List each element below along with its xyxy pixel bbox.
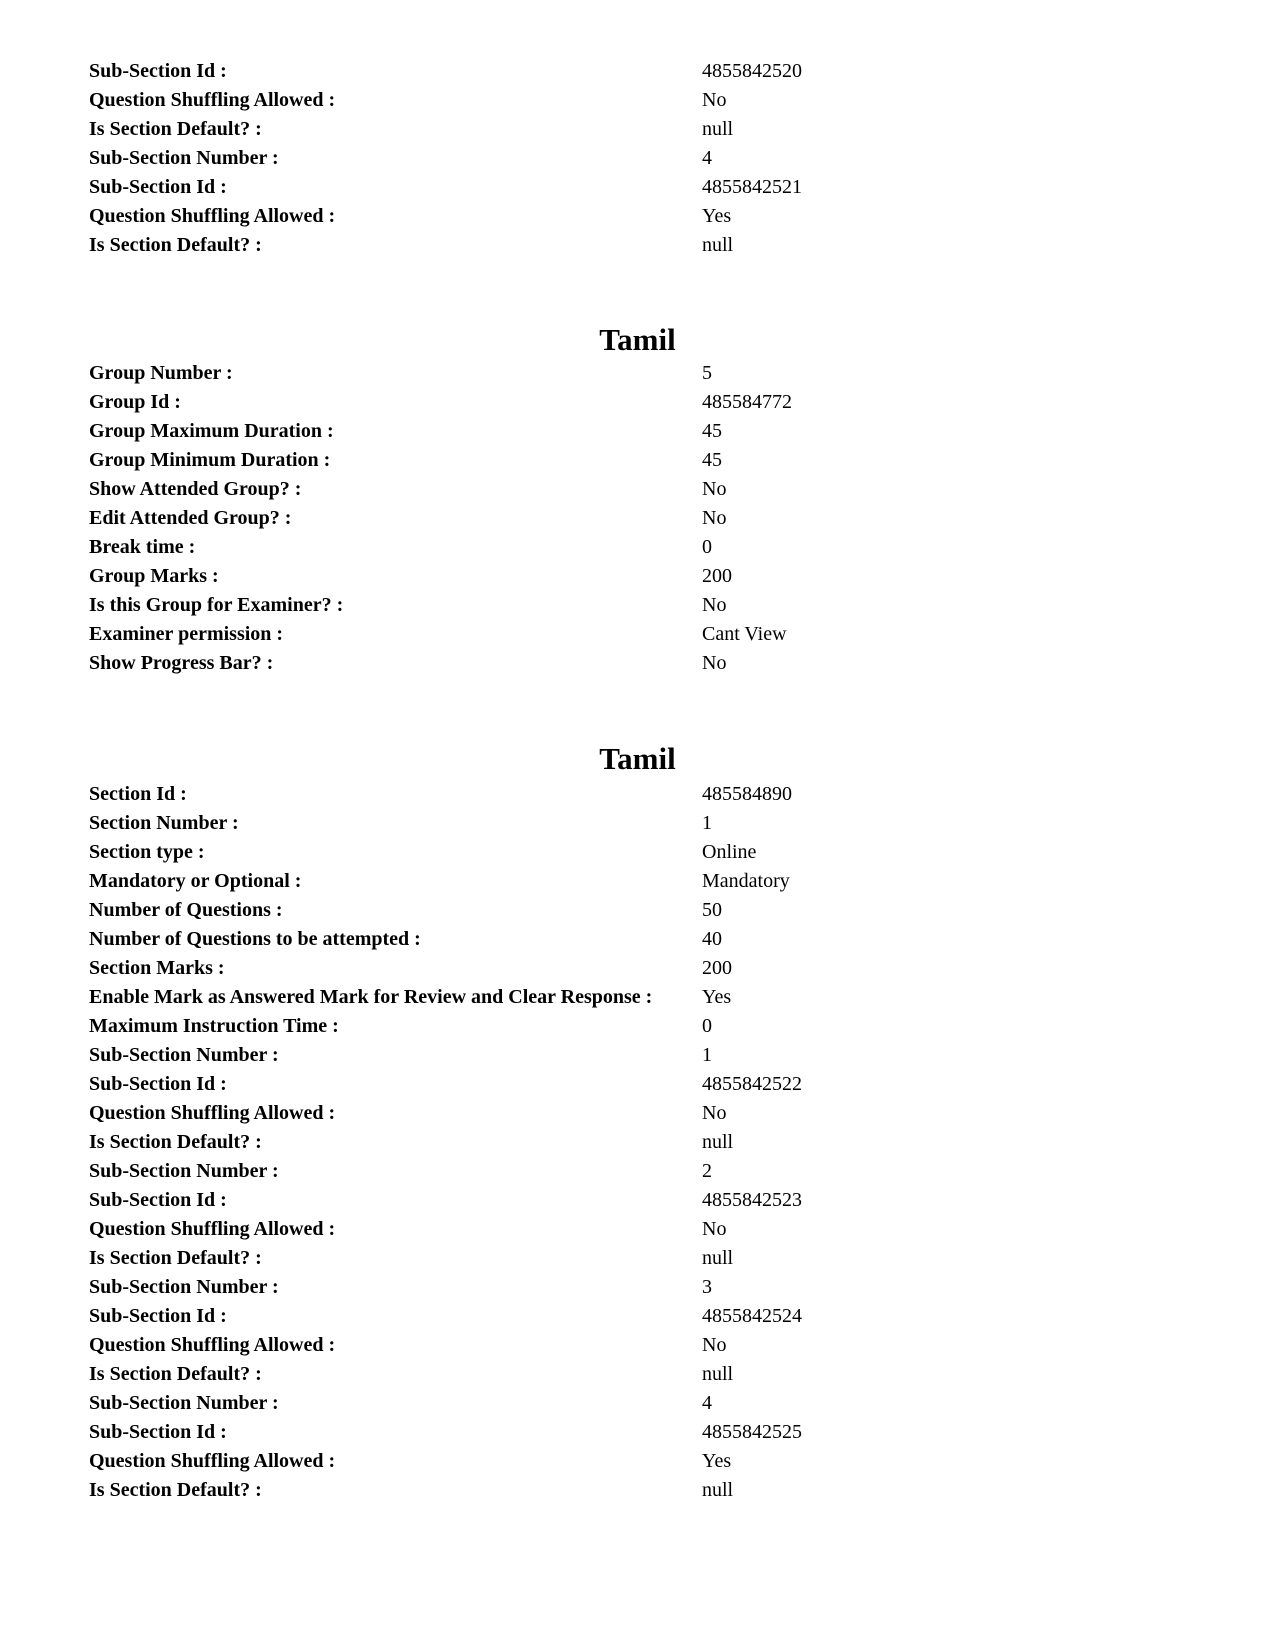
detail-label: Is Section Default? : <box>89 1247 262 1269</box>
detail-label: Is this Group for Examiner? : <box>89 594 344 616</box>
detail-row <box>89 1070 1189 1099</box>
detail-row <box>89 475 1189 504</box>
detail-value: 4855842523 <box>702 1189 802 1211</box>
detail-row <box>89 446 1189 475</box>
detail-label: Group Minimum Duration : <box>89 449 331 471</box>
detail-row <box>89 1186 1189 1215</box>
detail-label: Is Section Default? : <box>89 1479 262 1501</box>
detail-row <box>89 388 1189 417</box>
detail-label: Is Section Default? : <box>89 1131 262 1153</box>
detail-row <box>89 57 1189 86</box>
detail-label: Sub-Section Id : <box>89 1073 227 1095</box>
detail-value: No <box>702 652 727 674</box>
detail-label: Question Shuffling Allowed : <box>89 1218 336 1240</box>
section-details-block <box>89 780 1189 1505</box>
detail-label: Section Id : <box>89 783 187 805</box>
detail-value: Mandatory <box>702 870 790 892</box>
detail-label: Section Number : <box>89 812 239 834</box>
detail-label: Edit Attended Group? : <box>89 507 292 529</box>
detail-row <box>89 1099 1189 1128</box>
detail-label: Sub-Section Id : <box>89 1421 227 1443</box>
detail-row <box>89 838 1189 867</box>
detail-label: Break time : <box>89 536 196 558</box>
detail-label: Number of Questions to be attempted : <box>89 928 421 950</box>
detail-row <box>89 173 1189 202</box>
detail-value: Online <box>702 841 757 863</box>
detail-row <box>89 1447 1189 1476</box>
detail-value: 50 <box>702 899 722 921</box>
detail-label: Number of Questions : <box>89 899 283 921</box>
detail-label: Question Shuffling Allowed : <box>89 1102 336 1124</box>
detail-value: null <box>702 1247 734 1269</box>
detail-value: 0 <box>702 1015 712 1037</box>
detail-label: Enable Mark as Answered Mark for Review and Clear Response : <box>89 986 653 1008</box>
detail-value: Yes <box>702 1450 732 1472</box>
detail-row <box>89 925 1189 954</box>
detail-label: Sub-Section Number : <box>89 1276 279 1298</box>
detail-value: 4 <box>702 147 712 169</box>
detail-row <box>89 1389 1189 1418</box>
detail-row <box>89 504 1189 533</box>
detail-label: Question Shuffling Allowed : <box>89 1450 336 1472</box>
subsection-details-block <box>89 57 1189 260</box>
detail-row <box>89 1331 1189 1360</box>
detail-row <box>89 983 1189 1012</box>
detail-row <box>89 1302 1189 1331</box>
detail-row <box>89 1244 1189 1273</box>
detail-row <box>89 591 1189 620</box>
detail-row <box>89 359 1189 388</box>
detail-row <box>89 954 1189 983</box>
detail-value: 485584772 <box>702 391 792 413</box>
detail-value: 1 <box>702 1044 712 1066</box>
detail-label: Is Section Default? : <box>89 118 262 140</box>
detail-label: Question Shuffling Allowed : <box>89 89 336 111</box>
detail-label: Sub-Section Number : <box>89 1392 279 1414</box>
detail-label: Show Attended Group? : <box>89 478 302 500</box>
detail-row <box>89 1012 1189 1041</box>
detail-row <box>89 1273 1189 1302</box>
detail-value: No <box>702 89 727 111</box>
detail-label: Maximum Instruction Time : <box>89 1015 339 1037</box>
detail-label: Sub-Section Id : <box>89 1189 227 1211</box>
detail-value: 200 <box>702 957 732 979</box>
detail-value: 200 <box>702 565 732 587</box>
detail-row <box>89 115 1189 144</box>
detail-label: Sub-Section Number : <box>89 1160 279 1182</box>
detail-value: 0 <box>702 536 712 558</box>
detail-label: Group Maximum Duration : <box>89 420 334 442</box>
detail-row <box>89 1418 1189 1447</box>
detail-row <box>89 867 1189 896</box>
detail-value: null <box>702 1131 734 1153</box>
detail-label: Mandatory or Optional : <box>89 870 302 892</box>
detail-row <box>89 1041 1189 1070</box>
detail-value: 4855842520 <box>702 60 802 82</box>
detail-value: 4855842525 <box>702 1421 802 1443</box>
detail-value: 45 <box>702 449 722 471</box>
detail-value: 5 <box>702 362 712 384</box>
detail-row <box>89 562 1189 591</box>
detail-row <box>89 1128 1189 1157</box>
detail-row <box>89 86 1189 115</box>
detail-label: Sub-Section Number : <box>89 147 279 169</box>
detail-value: No <box>702 1218 727 1240</box>
detail-value: null <box>702 1363 734 1385</box>
detail-value: No <box>702 478 727 500</box>
detail-value: 40 <box>702 928 722 950</box>
detail-value: 4855842521 <box>702 176 802 198</box>
detail-label: Question Shuffling Allowed : <box>89 1334 336 1356</box>
detail-value: Cant View <box>702 623 787 645</box>
detail-value: 4 <box>702 1392 712 1414</box>
detail-row <box>89 202 1189 231</box>
detail-value: No <box>702 507 727 529</box>
detail-label: Examiner permission : <box>89 623 284 645</box>
detail-label: Sub-Section Id : <box>89 176 227 198</box>
group-title: Tamil <box>599 322 676 357</box>
detail-value: 3 <box>702 1276 712 1298</box>
detail-row <box>89 896 1189 925</box>
detail-value: 45 <box>702 420 722 442</box>
detail-value: null <box>702 1479 734 1501</box>
detail-value: null <box>702 118 734 140</box>
detail-value: No <box>702 1102 727 1124</box>
detail-row <box>89 1360 1189 1389</box>
detail-label: Is Section Default? : <box>89 1363 262 1385</box>
detail-value: 1 <box>702 812 712 834</box>
detail-row <box>89 620 1189 649</box>
detail-row <box>89 780 1189 809</box>
detail-label: Group Id : <box>89 391 181 413</box>
detail-label: Group Number : <box>89 362 233 384</box>
detail-label: Show Progress Bar? : <box>89 652 274 674</box>
detail-row <box>89 1476 1189 1505</box>
detail-value: 4855842522 <box>702 1073 802 1095</box>
detail-value: 2 <box>702 1160 712 1182</box>
detail-label: Sub-Section Id : <box>89 60 227 82</box>
detail-label: Sub-Section Id : <box>89 1305 227 1327</box>
group-details-block <box>89 359 1189 678</box>
detail-row <box>89 417 1189 446</box>
detail-label: Sub-Section Number : <box>89 1044 279 1066</box>
detail-label: Group Marks : <box>89 565 219 587</box>
detail-row <box>89 144 1189 173</box>
detail-label: Section Marks : <box>89 957 225 979</box>
detail-value: 4855842524 <box>702 1305 802 1327</box>
detail-row <box>89 809 1189 838</box>
detail-label: Is Section Default? : <box>89 234 262 256</box>
detail-value: Yes <box>702 205 732 227</box>
detail-value: No <box>702 1334 727 1356</box>
detail-value: 485584890 <box>702 783 792 805</box>
detail-value: null <box>702 234 734 256</box>
detail-value: No <box>702 594 727 616</box>
detail-value: Yes <box>702 986 732 1008</box>
detail-row <box>89 533 1189 562</box>
detail-row <box>89 1215 1189 1244</box>
detail-row <box>89 231 1189 260</box>
detail-label: Question Shuffling Allowed : <box>89 205 336 227</box>
detail-row <box>89 1157 1189 1186</box>
detail-label: Section type : <box>89 841 205 863</box>
section-title: Tamil <box>599 741 676 776</box>
detail-row <box>89 649 1189 678</box>
